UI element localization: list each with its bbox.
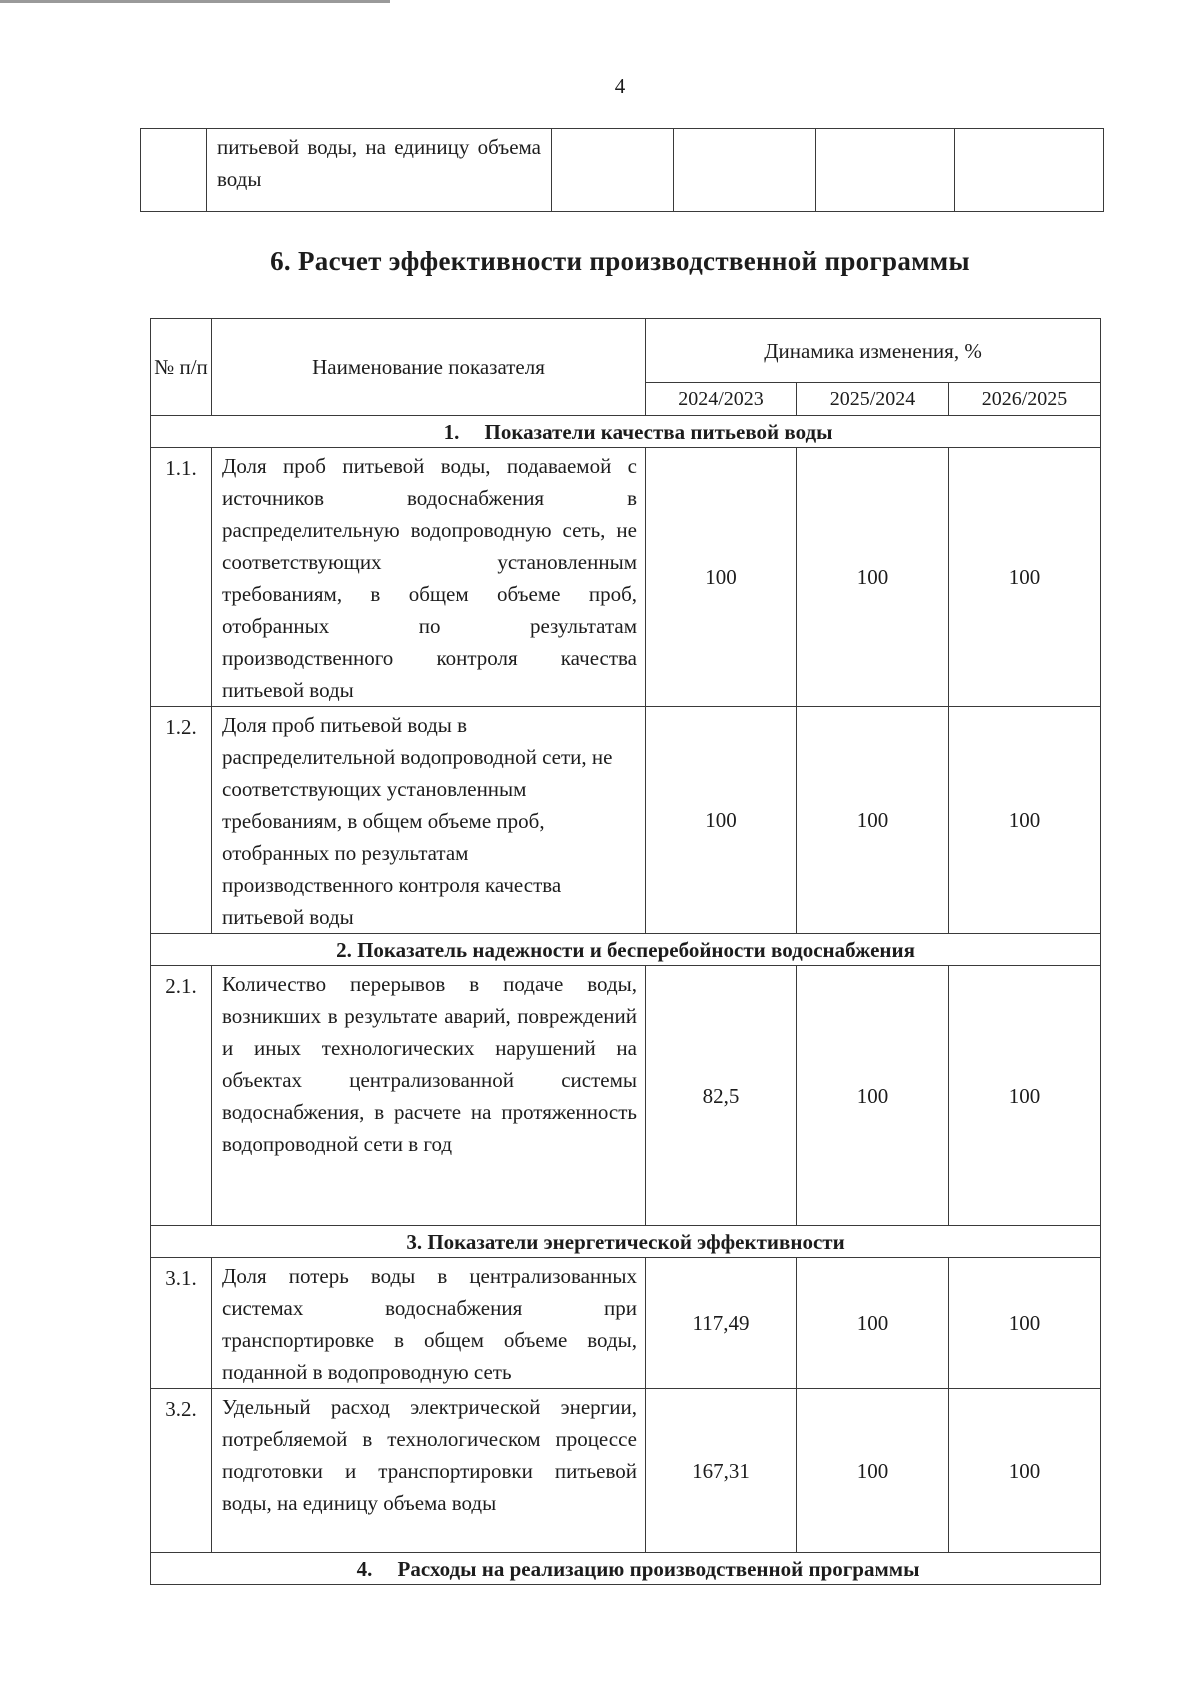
year-header: 2025/2024	[797, 383, 949, 416]
value-cell: 100	[797, 966, 949, 1226]
col-name-header: Наименование показателя	[212, 319, 646, 416]
group-title-text: Расходы на реализацию производственной программы	[397, 1556, 920, 1581]
row-number: 1.2.	[151, 707, 212, 934]
year-header: 2024/2023	[646, 383, 797, 416]
col-num-header: № п/п	[151, 319, 212, 416]
value-cell: 100	[949, 448, 1101, 707]
table-cell	[552, 129, 674, 212]
table-cell	[141, 129, 207, 212]
table-row	[151, 1389, 1101, 1553]
value-cell: 100	[797, 1258, 949, 1389]
table-row	[151, 707, 1101, 934]
row-number: 2.1.	[151, 966, 212, 1226]
group-number: 4.	[356, 1556, 373, 1581]
table-row	[151, 1258, 1101, 1389]
value-cell: 100	[949, 707, 1101, 934]
value-cell: 100	[949, 966, 1101, 1226]
year-header: 2026/2025	[949, 383, 1101, 416]
value-cell: 167,31	[646, 1389, 797, 1553]
group-title	[151, 416, 1101, 448]
group-title: 2. Показатель надежности и бесперебойности водоснабжения	[151, 934, 1101, 966]
page-number: 4	[614, 74, 626, 98]
header-row	[151, 319, 1101, 383]
value-cell: 100	[949, 1389, 1101, 1553]
indicator-name: Доля потерь воды в централизованных системах водоснабжения при транспортировке в общем объеме воды, поданной в водопроводную сеть	[212, 1258, 646, 1389]
row-number: 3.1.	[151, 1258, 212, 1389]
group-number: 1.	[443, 419, 460, 444]
group-row	[151, 416, 1101, 448]
value-cell: 100	[949, 1258, 1101, 1389]
value-cell: 117,49	[646, 1258, 797, 1389]
group-row	[151, 1553, 1101, 1585]
value-cell: 82,5	[646, 966, 797, 1226]
group-title-text: Показатели качества питьевой воды	[484, 419, 833, 444]
table-cell	[955, 129, 1104, 212]
group-row	[151, 1226, 1101, 1258]
table-cell	[674, 129, 816, 212]
table-row	[151, 966, 1101, 1226]
table-cell	[816, 129, 955, 212]
continued-table	[140, 128, 1104, 212]
efficiency-table	[150, 318, 1101, 1585]
row-number: 1.1.	[151, 448, 212, 707]
continued-cell-text: питьевой воды, на единицу объема воды	[207, 129, 552, 212]
value-cell: 100	[646, 448, 797, 707]
value-cell: 100	[646, 707, 797, 934]
section-title: 6. Расчет эффективности производственной программы	[270, 246, 970, 276]
group-title	[151, 1553, 1101, 1585]
value-cell: 100	[797, 448, 949, 707]
col-dynamics-header: Динамика изменения, %	[646, 319, 1101, 383]
indicator-name: Удельный расход электрической энергии, потребляемой в технологическом процессе подготовки и транспортировки питьевой воды, на единицу объема воды	[212, 1389, 646, 1553]
group-row	[151, 934, 1101, 966]
group-title: 3. Показатели энергетической эффективности	[151, 1226, 1101, 1258]
value-cell: 100	[797, 707, 949, 934]
table-row	[151, 448, 1101, 707]
row-number: 3.2.	[151, 1389, 212, 1553]
value-cell: 100	[797, 1389, 949, 1553]
table-row	[141, 129, 1104, 212]
scan-edge-line	[0, 0, 390, 3]
indicator-name: Доля проб питьевой воды, подаваемой с источников водоснабжения в распределительную водопроводную сеть, не соответствующих установленным требованиям, в общем объеме проб, отобранных по результатам производственного контроля качества питьевой воды	[212, 448, 646, 707]
indicator-name: Количество перерывов в подаче воды, возникших в результате аварий, повреждений и иных технологических нарушений на объектах централизованной системы водоснабжения, в расчете на протяженность водопроводной сети в год	[212, 966, 646, 1226]
indicator-name: Доля проб питьевой воды в распределительной водопроводной сети, не соответствующих установленным требованиям, в общем объеме проб, отобранных по результатам производственного контроля качества питьевой воды	[212, 707, 646, 934]
